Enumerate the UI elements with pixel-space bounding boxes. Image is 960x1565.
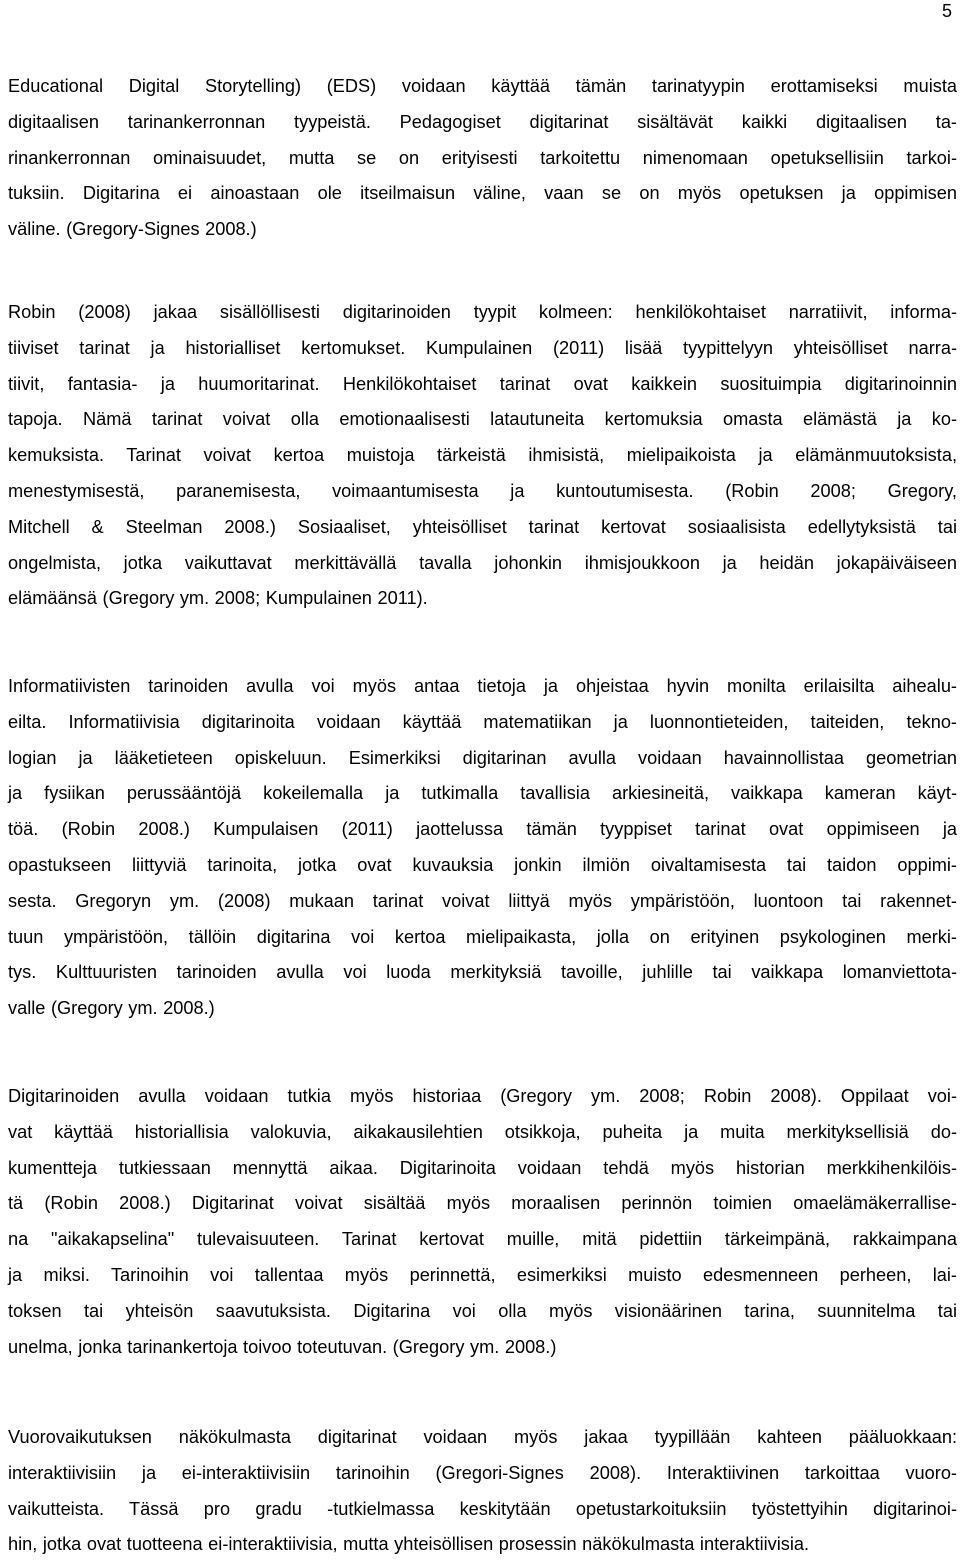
paragraph-1 [8,69,957,248]
text-line: Informatiivisten tarinoiden avulla voi myös antaa tietoja ja ohjeistaa hyvin monilta erilaisilta aihealu- [8,676,957,696]
text-line: Vuorovaikutuksen näkökulmasta digitarinat voidaan myös jakaa tyypillään kahteen pääluokkaan: [8,1427,957,1447]
paragraph-4 [8,1079,957,1365]
text-line: rinankerronnan ominaisuudet, mutta se on erityisesti tarkoitettu nimenomaan opetuksellisiin tarkoi- [8,147,957,168]
text-line: vaikutteista. Tässä pro gradu -tutkielmassa keskitytään opetustarkoituksiin työstettyihin digitarinoi- [8,1498,957,1519]
text-line: logian ja lääketieteen opiskeluun. Esimerkiksi digitarinan avulla voidaan havainnollistaa geometrian [8,747,957,768]
paragraph-5 [8,1420,957,1563]
page-number: 5 [941,1,952,21]
text-line: interaktiivisiin ja ei-interaktiivisiin tarinoihin (Gregori-Signes 2008). Interaktiivinen tarkoittaa vuoro- [8,1462,957,1483]
text-line: na "aikakapselina" tulevaisuuteen. Tarinat kertovat muille, mitä pidettiin tärkeimpänä, rakkaimpana [8,1229,957,1250]
text-line: sesta. Gregoryn ym. (2008) mukaan tarinat voivat liittyä myös ympäristöön, luontoon tai rakennet- [8,890,957,911]
text-line: ongelmista, jotka vaikuttavat merkittävällä tavalla johonkin ihmisjoukkoon ja heidän jokapäiväiseen [8,552,957,573]
text-line: Mitchell & Steelman 2008.) Sosiaaliset, yhteisölliset tarinat kertovat sosiaalisista edellytyksistä tai [8,516,957,537]
text-line: tä (Robin 2008.) Digitarinat voivat sisältää myös moraalisen perinnön toimien omaelämäkerrallise- [8,1193,957,1214]
text-line: tys. Kulttuuristen tarinoiden avulla voi luoda merkityksiä tavoille, juhlille tai vaikkapa lomanviettota- [8,962,957,983]
text-line: tiivit, fantasia- ja huumoritarinat. Henkilökohtaiset tarinat ovat kaikkein suosituimpia digitarinoinnin [8,373,957,394]
text-line: valle (Gregory ym. 2008.) [8,998,215,1019]
text-line: Robin (2008) jakaa sisällöllisesti digitarinoiden tyypit kolmeen: henkilökohtaiset narratiivit, informa- [8,302,957,322]
text-line: tapoja. Nämä tarinat voivat olla emotionaalisesti latautuneita kertomuksia omasta elämästä ja ko- [8,409,957,430]
text-line: hin, jotka ovat tuotteena ei-interaktiivisia, mutta yhteisöllisen prosessin näkökulmasta interaktiivisia. [8,1534,810,1555]
text-line: opastukseen liittyviä tarinoita, jotka ovat kuvauksia jonkin ilmiön oivaltamisesta tai taidon oppimi- [8,854,957,875]
text-line: elämäänsä (Gregory ym. 2008; Kumpulainen 2011). [8,588,428,609]
text-line: ja miksi. Tarinoihin voi tallentaa myös perinnettä, esimerkiksi muisto edesmenneen perheen, lai- [8,1264,957,1285]
text-line: unelma, jonka tarinankertoja toivoo toteutuvan. (Gregory ym. 2008.) [8,1336,557,1357]
text-line: töä. (Robin 2008.) Kumpulaisen (2011) jaottelussa tämän tyyppiset tarinat ovat oppimiseen ja [8,819,957,840]
text-line: Digitarinoiden avulla voidaan tutkia myös historiaa (Gregory ym. 2008; Robin 2008). Oppilaat voi- [8,1086,957,1106]
text-line: kumentteja tutkiessaan mennyttä aikaa. Digitarinoita voidaan tehdä myös historian merkkihenkilöis- [8,1157,957,1178]
text-line: tiiviset tarinat ja historialliset kertomukset. Kumpulainen (2011) lisää tyypittelyyn yhteisölliset narra- [8,337,957,358]
paragraph-3 [8,669,957,1027]
text-line: menestymisestä, paranemisesta, voimaantumisesta ja kuntoutumisesta. (Robin 2008; Gregory, [8,480,957,501]
text-line: eilta. Informatiivisia digitarinoita voidaan käyttää matematiikan ja luonnontieteiden, taiteiden, tekno- [8,711,957,732]
text-line: väline. (Gregory-Signes 2008.) [8,219,257,240]
text-line: tuksiin. Digitarina ei ainoastaan ole itseilmaisun väline, vaan se on myös opetuksen ja oppimisen [8,183,957,204]
text-line: kemuksista. Tarinat voivat kertoa muistoja tärkeistä ihmisistä, mielipaikoista ja elämänmuutoksista, [8,445,957,466]
text-line: Educational Digital Storytelling) (EDS) voidaan käyttää tämän tarinatyypin erottamiseksi muista [8,76,957,96]
text-line: tuun ympäristöön, tällöin digitarina voi kertoa mielipaikasta, jolla on erityinen psykologinen merki- [8,926,957,947]
text-line: toksen tai yhteisön saavutuksista. Digitarina voi olla myös visionäärinen tarina, suunnitelma tai [8,1300,957,1321]
text-line: ja fysiikan perussääntöjä kokeilemalla ja tutkimalla tavallisia arkiesineitä, vaikkapa kameran käyt- [8,783,957,804]
text-line: vat käyttää historiallisia valokuvia, aikakausilehtien otsikkoja, puheita ja muita merkityksellisiä do- [8,1121,957,1142]
text-line: digitaalisen tarinankerronnan tyypeistä. Pedagogiset digitarinat sisältävät kaikki digitaalisen ta- [8,111,957,132]
paragraph-2 [8,295,957,617]
